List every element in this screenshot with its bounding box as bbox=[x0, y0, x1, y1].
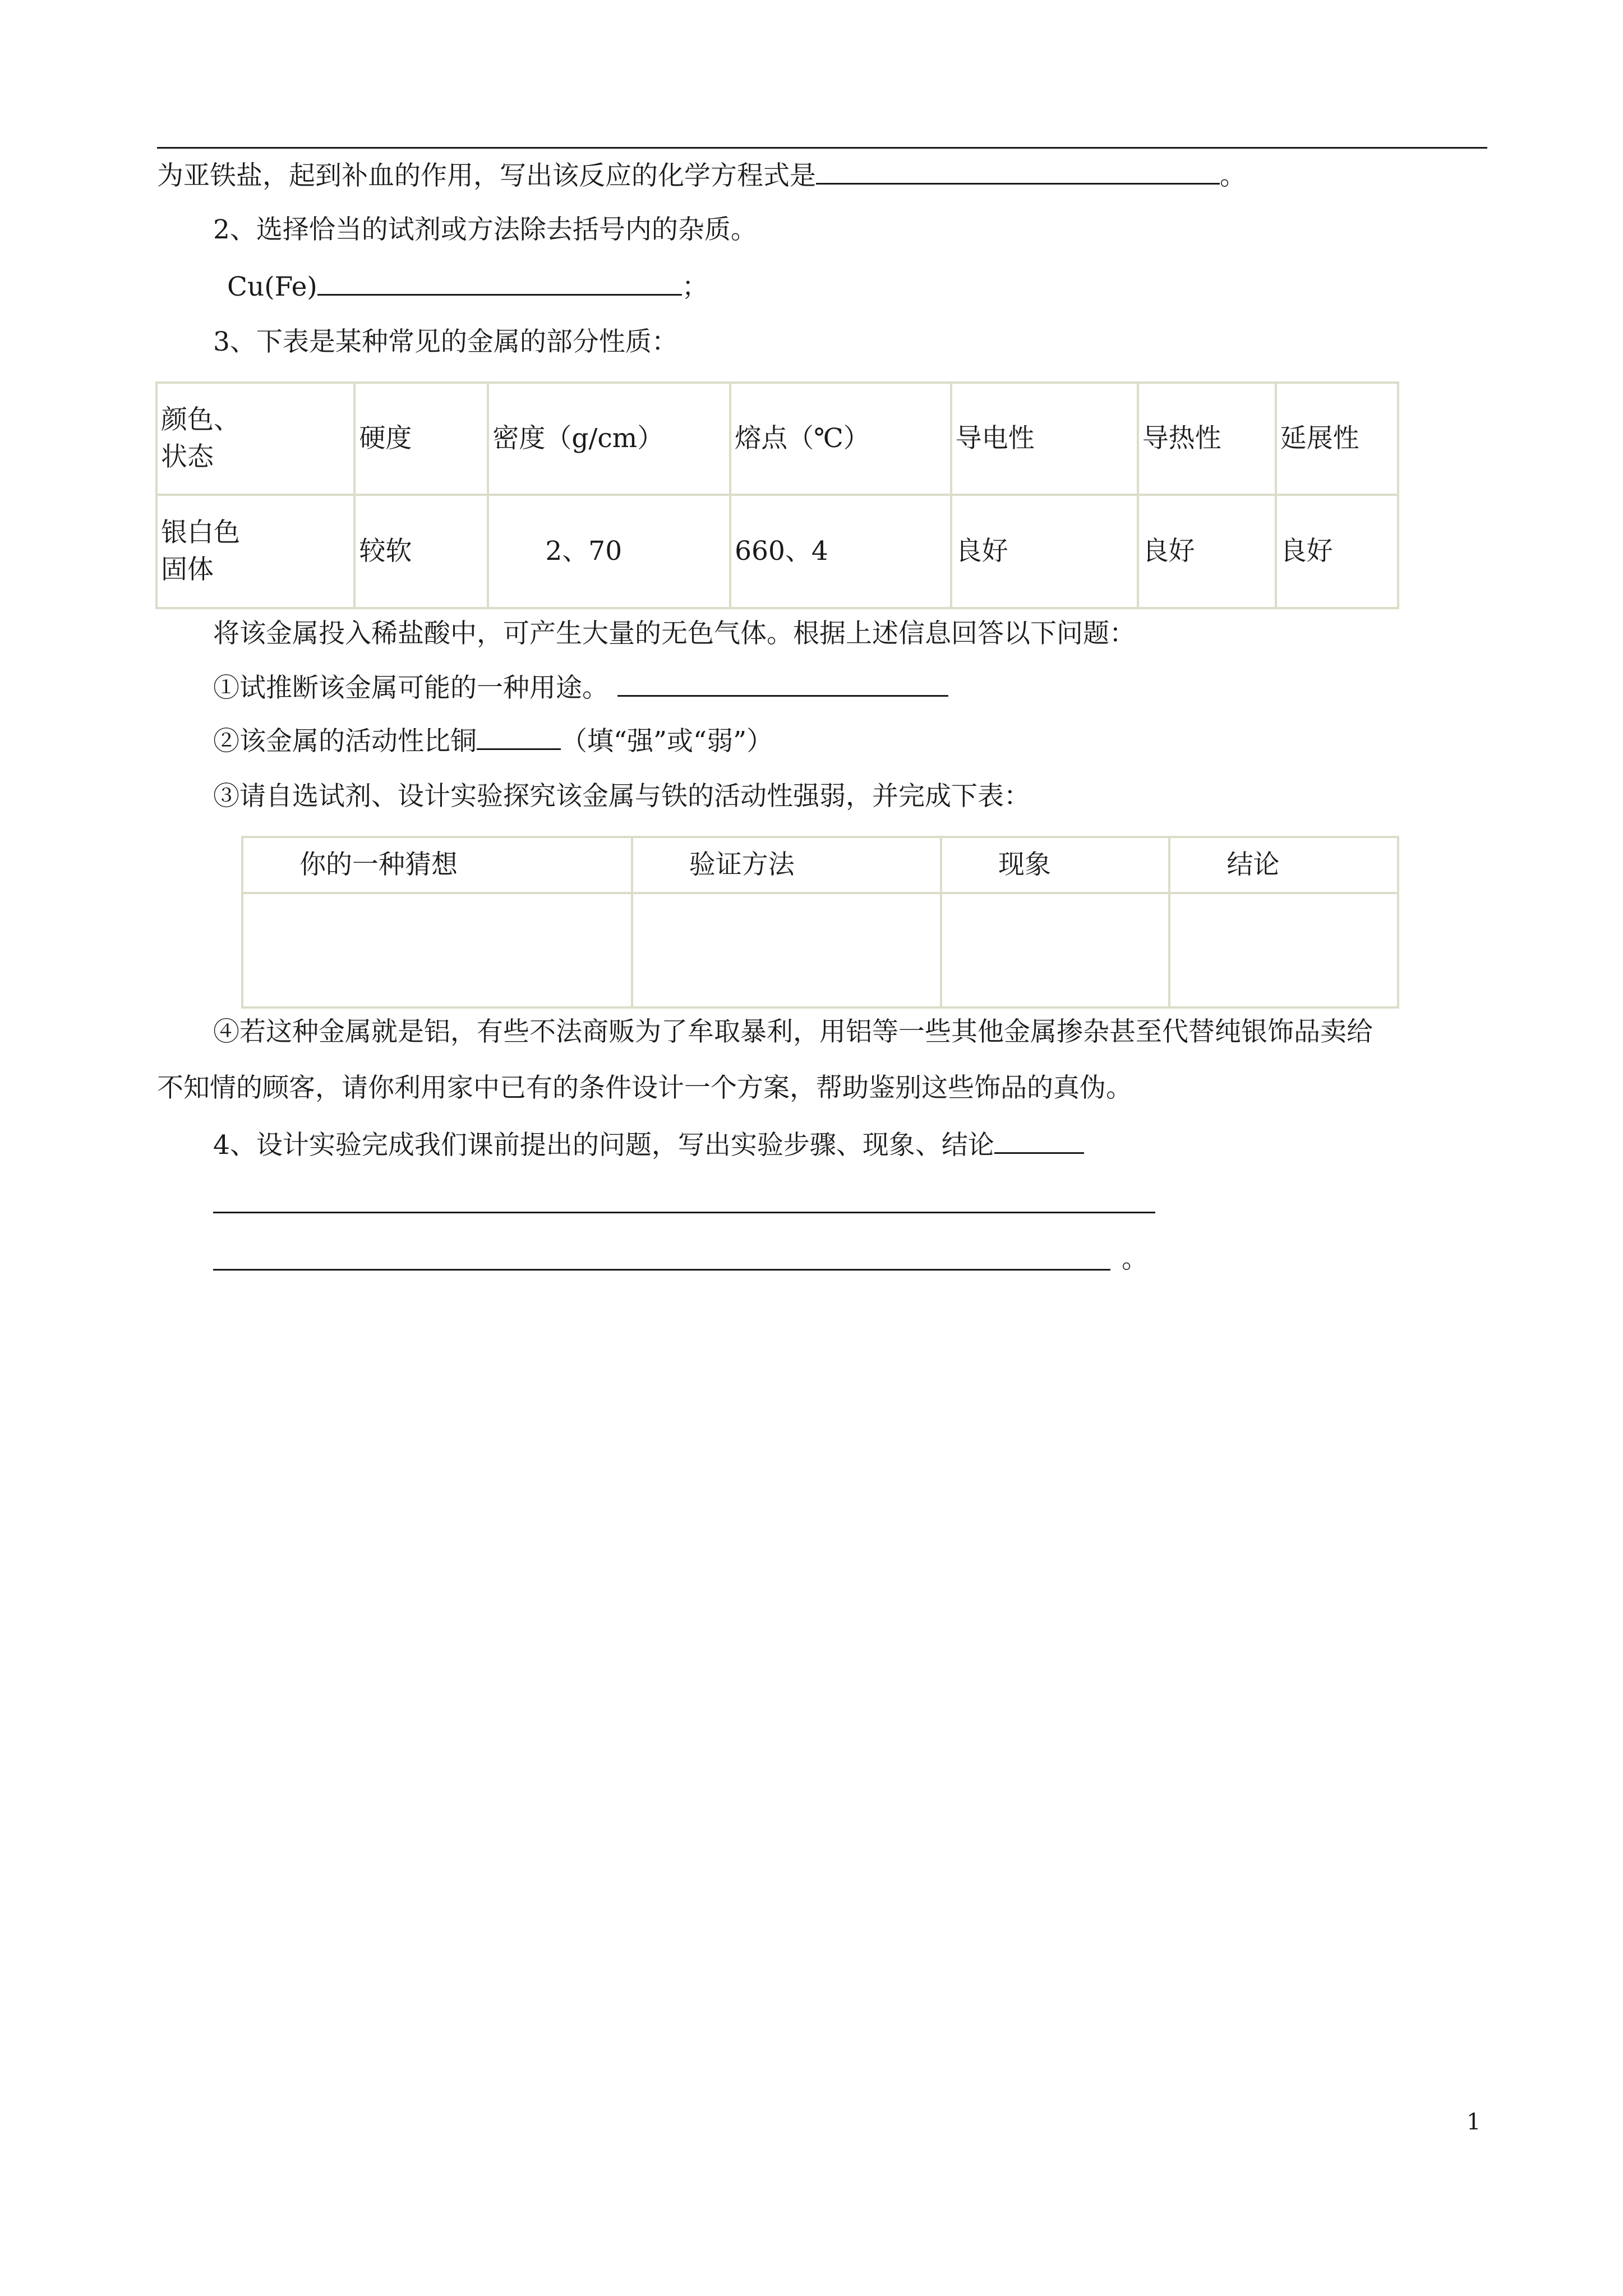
page-number: 1 bbox=[1467, 2109, 1481, 2135]
q3-sub1-blank[interactable] bbox=[617, 670, 948, 697]
q1-answer-blank[interactable] bbox=[816, 158, 1220, 185]
cell-electrical-conductivity: 良好 bbox=[951, 495, 1138, 608]
q3-sub2-b: （填“强”或“弱”） bbox=[561, 726, 773, 757]
header-method: 验证方法 bbox=[632, 837, 941, 893]
cell-method[interactable] bbox=[632, 893, 941, 1007]
header-hardness: 硬度 bbox=[354, 383, 488, 495]
q3-title: 3、下表是某种常见的金属的部分性质： bbox=[213, 326, 678, 357]
experiment-table bbox=[241, 836, 1399, 1009]
cell-hypothesis[interactable] bbox=[242, 893, 632, 1007]
q3-sub4-line2: 不知情的顾客，请你利用家中已有的条件设计一个方案，帮助鉴别这些饰品的真伪。 bbox=[157, 1073, 1132, 1103]
table-row bbox=[242, 837, 1398, 893]
cell-conclusion[interactable] bbox=[1169, 893, 1398, 1007]
cell-melting-point: 660、4 bbox=[730, 495, 951, 608]
cell-ductility: 良好 bbox=[1276, 495, 1398, 608]
header-thermal-conductivity: 导热性 bbox=[1138, 383, 1276, 495]
q3-intro: 将该金属投入稀盐酸中，可产生大量的无色气体。根据上述信息回答以下问题： bbox=[213, 618, 1136, 649]
q3-sub4-line1: ④若这种金属就是铝，有些不法商贩为了牟取暴利，用铝等一些其他金属掺杂甚至代替纯银饰品卖给 bbox=[213, 1016, 1373, 1047]
q2-answer-blank[interactable] bbox=[317, 269, 682, 296]
q3-sub1: ①试推断该金属可能的一种用途。 bbox=[213, 673, 608, 703]
q2-item: Cu(Fe) bbox=[227, 272, 317, 302]
table-row bbox=[156, 495, 1398, 608]
header-electrical-conductivity: 导电性 bbox=[951, 383, 1138, 495]
cell-density: 2、70 bbox=[488, 495, 730, 608]
header-color-state: 颜色、 状态 bbox=[156, 383, 354, 495]
header-density: 密度（g/cm） bbox=[488, 383, 730, 495]
properties-table bbox=[155, 381, 1399, 609]
table-row bbox=[156, 383, 1398, 495]
q4-title: 4、设计实验完成我们课前提出的问题，写出实验步骤、现象、结论 bbox=[213, 1130, 994, 1161]
header-hypothesis: 你的一种猜想 bbox=[242, 837, 632, 893]
q1-end: 。 bbox=[1220, 160, 1246, 191]
q3-sub1-line bbox=[213, 670, 948, 705]
cell-phenomenon[interactable] bbox=[941, 893, 1170, 1007]
q4-answer-line-2[interactable] bbox=[213, 1269, 1110, 1271]
cell-color-state: 银白色 固体 bbox=[156, 495, 354, 608]
header-rule bbox=[157, 147, 1487, 149]
header-phenomenon: 现象 bbox=[941, 837, 1170, 893]
q1-text: 为亚铁盐，起到补血的作用，写出该反应的化学方程式是 bbox=[157, 160, 816, 191]
cell-hardness: 较软 bbox=[354, 495, 488, 608]
q4-answer-line-1[interactable] bbox=[213, 1212, 1155, 1213]
header-ductility: 延展性 bbox=[1276, 383, 1398, 495]
q3-sub2-a: ②该金属的活动性比铜 bbox=[213, 726, 477, 757]
table-row bbox=[242, 893, 1398, 1007]
q2-item-line bbox=[227, 269, 708, 304]
q4-title-line bbox=[213, 1128, 1084, 1162]
header-conclusion: 结论 bbox=[1169, 837, 1398, 893]
cell-thermal-conductivity: 良好 bbox=[1138, 495, 1276, 608]
header-melting-point: 熔点（℃） bbox=[730, 383, 951, 495]
q3-sub3: ③请自选试剂、设计实验探究该金属与铁的活动性强弱，并完成下表： bbox=[213, 781, 1030, 812]
q4-title-blank[interactable] bbox=[994, 1128, 1084, 1154]
q1-line bbox=[157, 158, 1246, 193]
q2-end: ； bbox=[681, 272, 708, 302]
q3-sub2-blank[interactable] bbox=[477, 724, 561, 750]
q2-title: 2、选择恰当的试剂或方法除去括号内的杂质。 bbox=[213, 214, 757, 245]
q3-sub2-line bbox=[213, 724, 773, 758]
q4-end: 。 bbox=[1122, 1244, 1148, 1274]
